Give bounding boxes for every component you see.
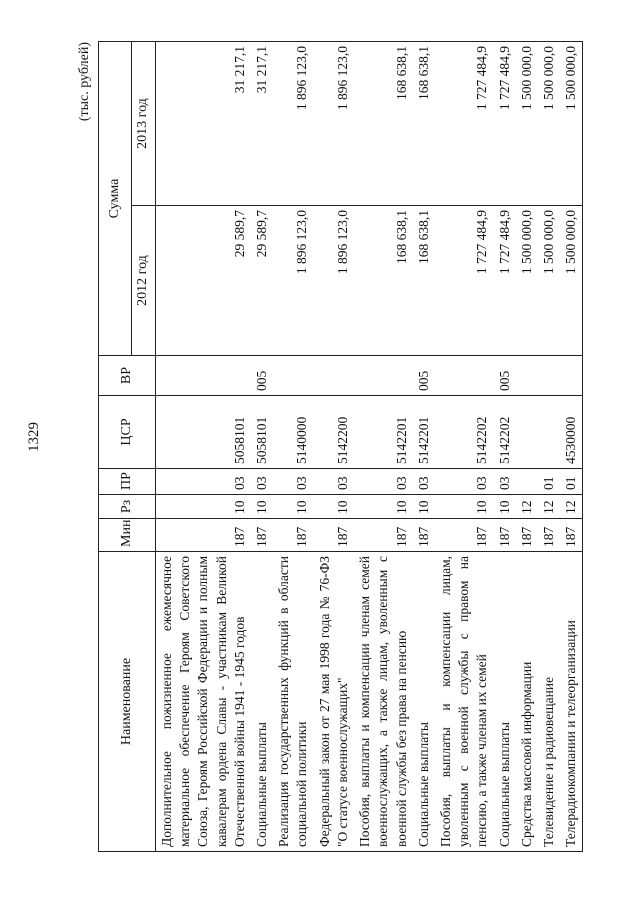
table-row [273, 42, 313, 852]
cell-min: 187 [354, 519, 413, 552]
cell-csr: 4530000 [560, 396, 583, 469]
cell-pr: 01 [538, 469, 560, 495]
cell-csr: 5142201 [354, 396, 413, 469]
cell-csr: 5058101 [155, 396, 251, 469]
cell-vr: 005 [251, 356, 273, 396]
cell-rz: 12 [560, 495, 583, 519]
budget-table [98, 41, 583, 852]
cell-pr: 03 [314, 469, 354, 495]
cell-y2013: 1 896 123,0 [273, 42, 313, 206]
cell-rz: 12 [516, 495, 538, 519]
cell-min: 187 [560, 519, 583, 552]
cell-min: 187 [314, 519, 354, 552]
table-row [516, 42, 538, 852]
cell-y2012: 1 727 484,9 [435, 206, 494, 356]
cell-name: Средства массовой информации [516, 552, 538, 852]
cell-rz: 10 [155, 495, 251, 519]
header-name: Наименование [99, 552, 156, 852]
cell-vr [538, 356, 560, 396]
cell-y2012: 1 896 123,0 [314, 206, 354, 356]
cell-name: Дополнительное пожизненное ежемесячное материальное обеспечение Героям Советского Союза, Героям Российской Федерации и полным кавалерам ордена Славы - участникам Великой Отечественной войны 1941 - 1945 годов [155, 552, 251, 852]
cell-pr: 03 [494, 469, 516, 495]
cell-vr [314, 356, 354, 396]
header-sum: Сумма [99, 42, 132, 356]
cell-y2013: 1 500 000,0 [560, 42, 583, 206]
cell-rz: 10 [413, 495, 435, 519]
cell-rz: 12 [538, 495, 560, 519]
cell-vr [155, 356, 251, 396]
table-body [155, 42, 583, 852]
cell-pr: 03 [273, 469, 313, 495]
cell-y2012: 1 896 123,0 [273, 206, 313, 356]
cell-rz: 10 [354, 495, 413, 519]
cell-rz: 10 [435, 495, 494, 519]
cell-y2012: 1 500 000,0 [516, 206, 538, 356]
cell-csr [516, 396, 538, 469]
cell-y2012: 29 589,7 [155, 206, 251, 356]
cell-min: 187 [494, 519, 516, 552]
cell-min: 187 [251, 519, 273, 552]
cell-min: 187 [435, 519, 494, 552]
cell-y2013: 31 217,1 [251, 42, 273, 206]
cell-csr [538, 396, 560, 469]
cell-csr: 5142202 [494, 396, 516, 469]
cell-y2013: 1 727 484,9 [435, 42, 494, 206]
cell-rz: 10 [494, 495, 516, 519]
cell-name: Телевидение и радиовещание [538, 552, 560, 852]
cell-y2013: 1 896 123,0 [314, 42, 354, 206]
unit-note: (тыс. рублей) [77, 42, 92, 122]
cell-min: 187 [516, 519, 538, 552]
cell-y2012: 168 638,1 [413, 206, 435, 356]
cell-y2012: 168 638,1 [354, 206, 413, 356]
cell-name: Реализация государственных функций в области социальной политики [273, 552, 313, 852]
table-row [538, 42, 560, 852]
cell-y2013: 168 638,1 [354, 42, 413, 206]
header-rz: Рз [99, 495, 156, 519]
cell-vr [560, 356, 583, 396]
header-vr: ВР [99, 356, 156, 396]
cell-pr: 03 [155, 469, 251, 495]
cell-csr: 5058101 [251, 396, 273, 469]
cell-vr [273, 356, 313, 396]
cell-min: 187 [155, 519, 251, 552]
cell-vr: 005 [494, 356, 516, 396]
cell-rz: 10 [314, 495, 354, 519]
cell-rz: 10 [273, 495, 313, 519]
table-row [251, 42, 273, 852]
cell-pr: 03 [435, 469, 494, 495]
cell-csr: 5142202 [435, 396, 494, 469]
cell-y2012: 1 500 000,0 [538, 206, 560, 356]
cell-csr: 5140000 [273, 396, 313, 469]
cell-csr: 5142201 [413, 396, 435, 469]
cell-name: Социальные выплаты [494, 552, 516, 852]
cell-pr: 03 [413, 469, 435, 495]
table-row [494, 42, 516, 852]
cell-name: Социальные выплаты [251, 552, 273, 852]
table-row [435, 42, 494, 852]
cell-vr [354, 356, 413, 396]
cell-min: 187 [538, 519, 560, 552]
rotated-page [26, 42, 613, 852]
cell-y2012: 1 727 484,9 [494, 206, 516, 356]
table-row [155, 42, 251, 852]
cell-y2013: 1 727 484,9 [494, 42, 516, 206]
cell-pr: 03 [251, 469, 273, 495]
cell-rz: 10 [251, 495, 273, 519]
cell-csr: 5142200 [314, 396, 354, 469]
header-2012: 2012 год [132, 206, 156, 356]
header-csr: ЦСР [99, 396, 156, 469]
table-row [354, 42, 413, 852]
cell-vr [435, 356, 494, 396]
cell-y2013: 1 500 000,0 [538, 42, 560, 206]
header-pr: ПР [99, 469, 156, 495]
page-number: 1329 [26, 422, 42, 452]
cell-vr: 005 [413, 356, 435, 396]
cell-y2012: 29 589,7 [251, 206, 273, 356]
header-min: Мин [99, 519, 156, 552]
cell-pr [516, 469, 538, 495]
cell-y2013: 31 217,1 [155, 42, 251, 206]
cell-name: Телерадиокомпании и телеорганизации [560, 552, 583, 852]
cell-name: Социальные выплаты [413, 552, 435, 852]
cell-name: Пособия, выплаты и компенсации членам семей военнослужащих, а также лицам, уволенным с военной службы без права на пенсию [354, 552, 413, 852]
cell-name: Пособия, выплаты и компенсации лицам, уволенным с военной службы с правом на пенсию, а также членам их семей [435, 552, 494, 852]
cell-name: Федеральный закон от 27 мая 1998 года № 76-ФЗ "О статусе военнослужащих" [314, 552, 354, 852]
cell-y2012: 1 500 000,0 [560, 206, 583, 356]
cell-min: 187 [413, 519, 435, 552]
table-row [413, 42, 435, 852]
cell-y2013: 1 500 000,0 [516, 42, 538, 206]
cell-min: 187 [273, 519, 313, 552]
cell-pr: 03 [354, 469, 413, 495]
table-row [560, 42, 583, 852]
table-row [314, 42, 354, 852]
cell-pr: 01 [560, 469, 583, 495]
cell-vr [516, 356, 538, 396]
header-2013: 2013 год [132, 42, 156, 206]
cell-y2013: 168 638,1 [413, 42, 435, 206]
